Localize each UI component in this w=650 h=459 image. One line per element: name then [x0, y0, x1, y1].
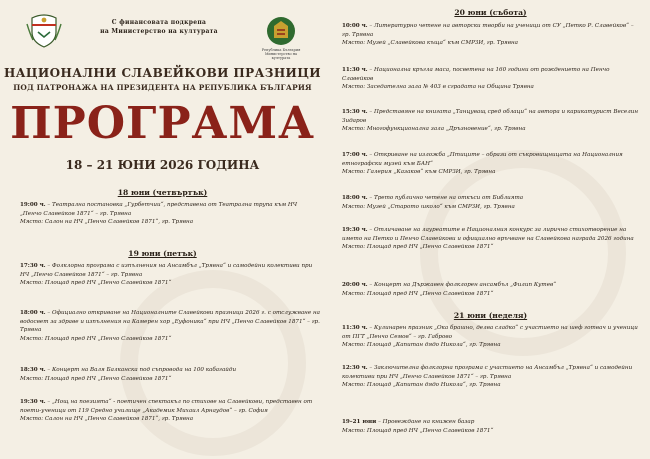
event-place: Място: Площад пред НЧ „Пенчо Славейков 1871“	[20, 335, 172, 342]
day-heading-20: 20 юни (събота)	[454, 8, 527, 17]
event-item	[342, 66, 640, 92]
event-place: Място: Заседателна зала № 403 в сградата на Община Трявна	[342, 84, 534, 91]
event-time: 17:00 ч.	[342, 152, 368, 158]
event-place: Място: Салон на НЧ „Пенчо Славейков 1871“, гр. Трявна	[20, 219, 194, 226]
event-text: – Литературно четене на авторски творби на ученици от СУ „Петко Р. Славейков“ – гр. Трявна	[342, 23, 634, 38]
event-place: Място: Музей „Славейкова къща“ към СМРЗИ, гр. Трявна	[342, 40, 519, 47]
event-text: – Заключителна фолклорна програма с участието на Ансамбъл „Трявна“ и самодейни колективи при НЧ „Пенчо Славейков 1871“ – гр. Трявна	[342, 365, 633, 380]
event-place: Място: Площад пред НЧ „Пенчо Славейков 1871“	[342, 427, 494, 434]
event-time: 19:30 ч.	[20, 399, 46, 405]
event-time: 12:30 ч.	[342, 365, 368, 371]
event-place: Място: Площад пред НЧ „Пенчо Славейков 1871“	[342, 244, 494, 251]
event-time: 18:00 ч.	[342, 195, 368, 201]
event-item	[20, 262, 320, 288]
event-item	[342, 151, 640, 177]
event-time: 11:30 ч.	[342, 67, 368, 73]
event-item	[342, 418, 640, 435]
event-time: 18:30 ч.	[20, 367, 46, 373]
program-title: ПРОГРАМА	[10, 98, 315, 149]
event-place: Място: Музей „Старото школо“ към СМРЗИ, гр. Трявна	[342, 203, 515, 210]
event-item	[20, 398, 320, 424]
event-text: – Фолклорна програма с изпълнения на Ансамбъл „Трявна“ и самодейни колективи при НЧ „Пенчо Славейков 1871“ – гр. Трявна	[20, 263, 313, 278]
event-time: 17:30 ч.	[20, 263, 46, 269]
event-item	[342, 194, 640, 211]
sponsor-header	[0, 6, 325, 60]
event-time: 15:30 ч.	[342, 109, 368, 115]
event-time: 18:00 ч.	[20, 310, 46, 316]
tryavna-coat-of-arms-icon	[24, 10, 64, 50]
festival-title: НАЦИОНАЛНИ СЛАВЕЙКОВИ ПРАЗНИЦИ	[3, 66, 322, 80]
event-text: – „Нощ на поезията“ - поетичен спектакъл по стихове на Славейкови, представен от поети-ученици от 119 Средно училище „Академик Михаил Арнаудов“ – гр. София	[20, 399, 313, 414]
festival-dates: 18 – 21 ЮНИ 2026 ГОДИНА	[65, 158, 260, 172]
event-text: – Представяне на книгата „Танцуващ сред облаци“ на автора и карикатурист Веселин Зидаров	[342, 109, 639, 124]
event-time: 20:00 ч.	[342, 282, 368, 288]
event-text: – Концерт на Държавен фолклорен ансамбъл „Филип Кутев“	[367, 282, 557, 288]
event-place: Място: Площад пред НЧ „Пенчо Славейков 1871“	[342, 290, 494, 297]
support-line-1: С финансовата подкрепа	[111, 19, 207, 26]
event-text: – Концерт на Валя Балканска под съпровода на 100 кабагайди	[45, 367, 237, 373]
event-item	[20, 201, 320, 227]
event-text: – Театрална постановка „Гурбетчии“, представена от Театрална трупа към НЧ „Пенчо Славейков 1871“ – гр. Трявна	[20, 202, 298, 217]
event-text: – Трето публично четене на откъси от Библията	[367, 195, 524, 201]
day-heading-18: 18 юни (четвъртък)	[117, 188, 208, 197]
event-item	[20, 309, 320, 343]
event-place: Място: Многофункционална зала „Дръзновение“, гр. Трявна	[342, 126, 526, 133]
ministry-of-culture-logo-icon	[264, 14, 298, 48]
event-item	[342, 108, 640, 134]
event-text: – Официално откриване на Националните Славейкови празници 2026 г. с отслужване на водосвет за здраве и изпълнения на Камерен хор „Еуфоника“ при НЧ „Пенчо Славейков 1871“ – гр. Трявна	[20, 310, 320, 334]
event-text: – Кулинарен празник „Ока брашно, делва сладко“ с участието на шеф готвач и ученици от ПГТ „Пенчо Семов“ – гр. Габрово	[342, 325, 638, 340]
event-time: 11:30 ч.	[342, 325, 368, 331]
event-place: Място: Салон на НЧ „Пенчо Славейков 1871“, гр. Трявна	[20, 416, 194, 423]
event-place: Място: Площад пред НЧ „Пенчо Славейков 1871“	[20, 375, 172, 382]
patronage-subtitle: ПОД ПАТРОНАЖА НА ПРЕЗИДЕНТА НА РЕПУБЛИКА БЪЛГАРИЯ	[13, 83, 312, 92]
support-text	[84, 18, 234, 36]
day-heading-21: 21 юни (неделя)	[453, 311, 528, 320]
event-text: – Провеждане на книжен базар	[376, 419, 475, 425]
event-item	[342, 226, 640, 252]
support-line-2: на Министерство на културата	[100, 28, 218, 35]
event-place: Място: Площад „Капитан дядо Никола“, гр. Трявна	[342, 382, 501, 389]
event-item	[342, 324, 640, 350]
event-text: – Национална кръгла маса, посветена на 160 години от рождението на Пенчо Славейков	[342, 67, 610, 82]
ministry-caption: Република България Министерство на културата	[261, 48, 301, 60]
event-item	[342, 281, 640, 298]
event-item	[342, 22, 640, 48]
event-text: – Отличаване на лауреатите в Националния конкурс за лирично стихотворение на името на Петко и Пенчо Славейкови и официално връчване на Славейкова награда 2026 година	[342, 227, 634, 242]
event-place: Място: Галерия „Казаков“ към СМРЗИ, гр. Трявна	[342, 169, 496, 176]
day-heading-19: 19 юни (петък)	[128, 249, 197, 258]
event-place: Място: Площад „Капитан дядо Никола“, гр. Трявна	[342, 342, 501, 349]
event-time: 19–21 юни	[342, 419, 377, 425]
event-place: Място: Площад пред НЧ „Пенчо Славейков 1871“	[20, 280, 172, 287]
event-item	[342, 364, 640, 390]
event-time: 19:30 ч.	[342, 227, 368, 233]
event-item	[20, 366, 320, 383]
right-column	[338, 0, 643, 459]
event-time: 19:00 ч.	[20, 202, 46, 208]
event-text: – Откриване на изложба „Птиците – образи от съкровищницата на Националния етнографски музей към БАН“	[342, 152, 623, 167]
event-time: 10:00 ч.	[342, 23, 368, 29]
